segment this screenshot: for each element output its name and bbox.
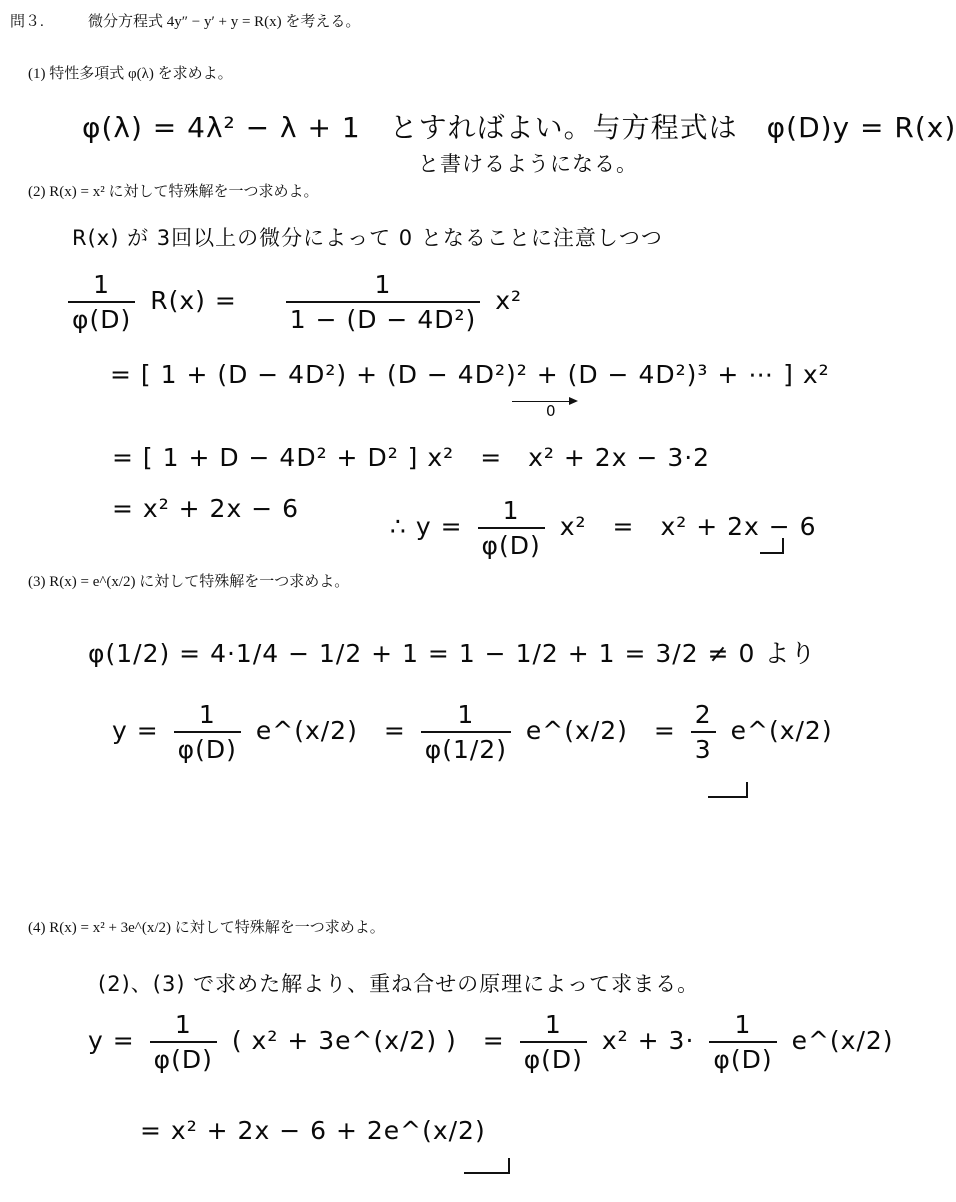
fraction xyxy=(150,1010,217,1074)
fraction-denominator: φ(D) xyxy=(523,1045,583,1074)
part4-final: = x² + 2x − 6 + 2e^(x/2) xyxy=(140,1116,486,1145)
fraction xyxy=(68,270,135,334)
lhs-tail: R(x) = xyxy=(150,286,237,315)
fraction xyxy=(174,700,241,764)
fraction xyxy=(286,270,481,334)
part1-question: (1) 特性多項式 φ(λ) を求めよ。 xyxy=(28,66,233,82)
fraction-denominator: 3 xyxy=(694,735,712,764)
y-prefix: y = xyxy=(88,1026,135,1055)
term-tail: ( x² + 3e^(x/2) ) = xyxy=(231,1026,505,1055)
part2-note: R(x) が 3回以上の微分によって 0 となることに注意しつつ xyxy=(72,226,663,250)
term-tail: e^(x/2) = xyxy=(525,716,676,745)
fraction-denominator: φ(D) xyxy=(177,735,237,764)
conclusion-prefix: ∴ y = xyxy=(390,512,463,541)
part4-note: (2)、(3) で求めた解より、重ね合せの原理によって求まる。 xyxy=(98,972,700,996)
fraction-numerator: 1 xyxy=(174,700,241,733)
part2-step3: = [ 1 + D − 4D² + D² ] x² = x² + 2x − 3·2 xyxy=(112,443,711,472)
term-tail: e^(x/2) xyxy=(730,716,833,745)
part4-equation xyxy=(88,1010,894,1074)
part4-question: (4) R(x) = x² + 3e^(x/2) に対して特殊解を一つ求めよ。 xyxy=(28,920,385,936)
problem-number: 問３. xyxy=(10,14,44,30)
fraction xyxy=(520,1010,587,1074)
fraction-numerator: 1 xyxy=(68,270,135,303)
fraction-numerator: 1 xyxy=(150,1010,217,1043)
fraction-numerator: 2 xyxy=(691,700,716,733)
fraction xyxy=(421,700,511,764)
fraction-numerator: 1 xyxy=(709,1010,776,1043)
part2-step4: = x² + 2x − 6 xyxy=(112,494,299,523)
part3-equation xyxy=(112,700,833,764)
zero-mark: 0 xyxy=(546,402,557,420)
fraction xyxy=(691,700,716,764)
qed-mark xyxy=(760,538,784,554)
zero-arrow xyxy=(512,401,576,402)
term-tail: x² + 3· xyxy=(601,1026,695,1055)
term-tail: e^(x/2) = xyxy=(255,716,406,745)
qed-mark xyxy=(464,1158,510,1174)
part2-conclusion xyxy=(390,496,817,560)
y-prefix: y = xyxy=(112,716,159,745)
part1-answer-line2: と書けるようになる。 xyxy=(418,152,638,176)
term-tail: e^(x/2) xyxy=(791,1026,894,1055)
fraction-numerator: 1 xyxy=(286,270,481,303)
part2-equation-line1 xyxy=(62,270,522,334)
part2-question: (2) R(x) = x² に対して特殊解を一つ求めよ。 xyxy=(28,184,319,200)
fraction-numerator: 1 xyxy=(520,1010,587,1043)
fraction-denominator: φ(D) xyxy=(481,531,541,560)
fraction-denominator: φ(1/2) xyxy=(424,735,507,764)
fraction-denominator: φ(D) xyxy=(72,305,132,334)
qed-mark xyxy=(708,782,748,798)
fraction xyxy=(709,1010,776,1074)
rhs-tail: x² xyxy=(495,286,523,315)
part3-question: (3) R(x) = e^(x/2) に対して特殊解を一つ求めよ。 xyxy=(28,574,350,590)
fraction-numerator: 1 xyxy=(478,496,545,529)
fraction-denominator: φ(D) xyxy=(713,1045,773,1074)
fraction-denominator: φ(D) xyxy=(153,1045,213,1074)
conclusion-tail: x² = x² + 2x − 6 xyxy=(559,512,817,541)
part3-eval-line: φ(1/2) = 4·1/4 − 1/2 + 1 = 1 − 1/2 + 1 = 3/2 ≠ 0 より xyxy=(88,639,817,668)
part1-answer-line1: φ(λ) = 4λ² − λ + 1 とすればよい。与方程式は φ(D)y = R(x) xyxy=(82,111,956,144)
fraction-denominator: 1 − (D − 4D²) xyxy=(289,305,477,334)
problem-statement: 微分方程式 4y″ − y′ + y = R(x) を考える。 xyxy=(88,14,361,30)
part2-step2: = [ 1 + (D − 4D²) + (D − 4D²)² + (D − 4D²)³ + ⋯ ] x² xyxy=(110,360,830,389)
fraction xyxy=(478,496,545,560)
fraction-numerator: 1 xyxy=(421,700,511,733)
